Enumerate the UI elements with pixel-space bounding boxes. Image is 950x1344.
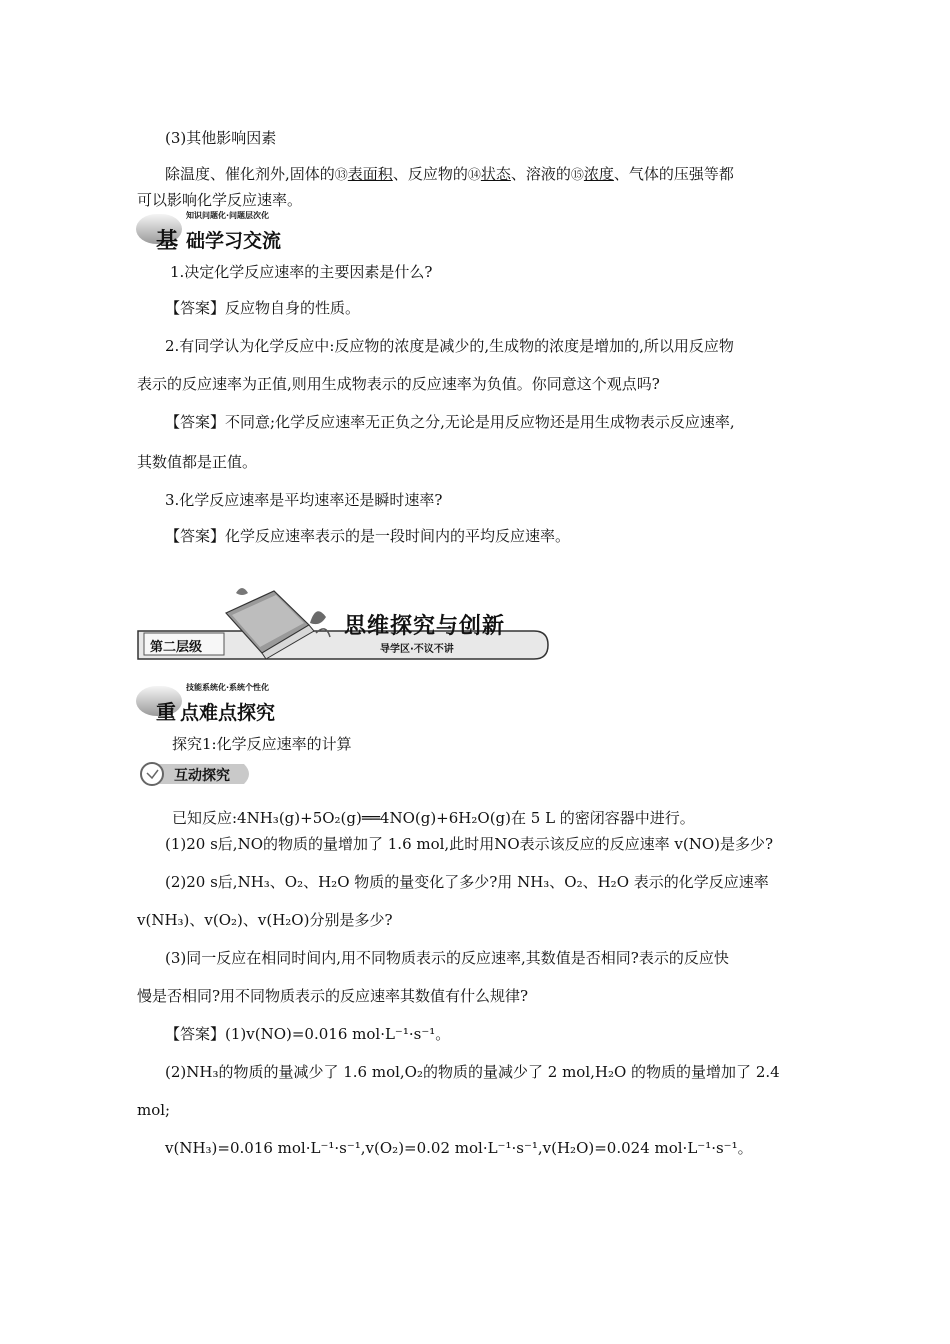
level-subtitle: 导学区·不议不讲 [380,644,454,655]
question-2-cont: 表示的反应速率为正值,则用生成物表示的反应速率为负值。你同意这个观点吗? [137,375,660,393]
question-1: 1.决定化学反应速率的主要因素是什么? [170,263,433,281]
answer-text: 不同意;化学反应速率无正负之分,无论是用反应物还是用生成物表示反应速率, [225,413,735,431]
explore-answer [165,1024,450,1044]
answer-text: (1)v(NO)=0.016 mol·L⁻¹·s⁻¹。 [225,1025,451,1043]
given-reaction: 已知反应:4NH₃(g)+5O₂(g)══4NO(g)+6H₂O(g)在 5 L 的密闭容器中进行。 [172,809,695,827]
answer-tag: 【答案】 [165,527,226,545]
interactive-label-text: 互动探究 [174,768,230,784]
fill-blank: 浓度 [583,165,614,183]
level-banner [134,583,552,665]
interactive-label [136,760,256,788]
paragraph-line: 可以影响化学反应速率。 [137,191,303,209]
circled-number: ⑮ [570,168,584,183]
answer-tag: 【答案】 [165,1025,226,1043]
banner-title: 点难点探究 [180,702,276,724]
problem-3-cont: 慢是否相同?用不同物质表示的反应速率其数值有什么规律? [137,987,529,1005]
explore-answer-rates: v(NH₃)=0.016 mol·L⁻¹·s⁻¹,v(O₂)=0.02 mol·L⁻¹·s⁻¹,v(H₂O)=0.024 mol·L⁻¹·s⁻¹。 [165,1139,753,1157]
problem-1: (1)20 s后,NO的物质的量增加了 1.6 mol,此时用NO表示该反应的反应速率 v(NO)是多少? [165,835,774,853]
explore-answer-2-cont: mol; [137,1101,171,1119]
answer-text: 反应物自身的性质。 [225,299,361,317]
explore-answer-2: (2)NH₃的物质的量减少了 1.6 mol,O₂的物质的量减少了 2 mol,H₂O 的物质的量增加了 2.4 [165,1063,780,1081]
circled-number: ⑭ [467,168,481,183]
answer-tag: 【答案】 [165,413,226,431]
section-banner-basic [136,208,436,252]
answer-1 [165,298,360,318]
banner-first-char: 基 [156,229,179,254]
banner-tagline: 技能系统化·系统个性化 [186,683,270,692]
fill-blank: 状态 [480,165,511,183]
answer-3 [165,526,570,546]
paragraph-line [165,164,734,186]
circled-number: ⑬ [334,168,348,183]
level-title: 思维探究与创新 [344,614,506,639]
text: 除温度、催化剂外,固体的 [165,165,335,183]
answer-tag: 【答案】 [165,299,226,317]
banner-title: 础学习交流 [186,230,282,252]
question-3: 3.化学反应速率是平均速率还是瞬时速率? [165,491,443,509]
section-heading: (3)其他影响因素 [165,129,277,147]
text: 、气体的压强等都 [613,165,734,183]
banner-tagline: 知识问题化·问题层次化 [186,211,270,220]
fill-blank: 表面积 [347,165,393,183]
problem-3: (3)同一反应在相同时间内,用不同物质表示的反应速率,其数值是否相同?表示的反应快 [165,949,729,967]
answer-2 [165,412,735,432]
problem-2: (2)20 s后,NH₃、O₂、H₂O 物质的量变化了多少?用 NH₃、O₂、H₂O 表示的化学反应速率 [165,873,769,891]
answer-2-cont: 其数值都是正值。 [137,453,258,471]
section-banner-key [136,680,436,724]
text: 、反应物的 [392,165,468,183]
level-label: 第二层级 [150,640,203,655]
problem-2-cont: v(NH₃)、v(O₂)、v(H₂O)分别是多少? [137,911,393,929]
question-2: 2.有同学认为化学反应中:反应物的浓度是减少的,生成物的浓度是增加的,所以用反应物 [165,337,734,355]
text: 、溶液的 [510,165,571,183]
answer-text: 化学反应速率表示的是一段时间内的平均反应速率。 [225,527,571,545]
banner-first-char: 重 [156,700,176,724]
explore-title: 探究1:化学反应速率的计算 [172,735,352,753]
